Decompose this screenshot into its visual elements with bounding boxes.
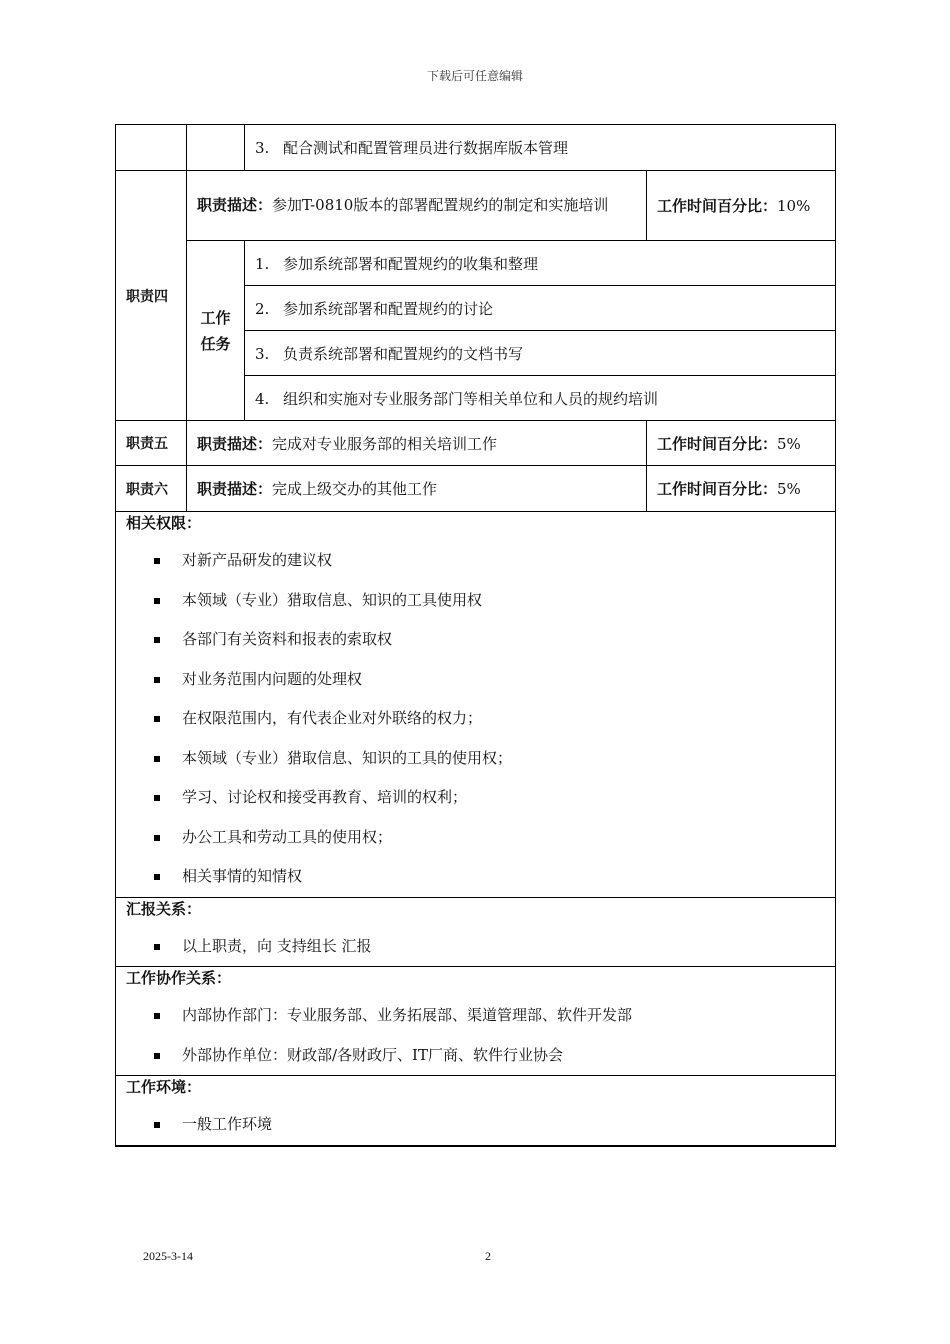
duty4-task-3 — [245, 331, 836, 376]
prev-duty-cell — [116, 125, 187, 171]
authority-cell — [116, 512, 836, 898]
task-number: 3. — [255, 344, 270, 363]
authority-list — [126, 541, 825, 897]
list-item: 学习、讨论权和接受再教育、培训的权利； — [126, 778, 825, 818]
duty5-row — [116, 421, 836, 466]
duty6-desc-cell — [187, 466, 647, 512]
duty5-name: 职责五 — [116, 421, 187, 466]
environment-list — [126, 1105, 825, 1145]
task-number: 4. — [255, 389, 270, 408]
tasks-head-line1: 工作 — [200, 308, 231, 327]
percent-label: 工作时间百分比： — [657, 480, 778, 498]
task-text: 参加系统部署和配置规约的收集和整理 — [283, 254, 539, 273]
authority-section — [116, 512, 836, 898]
percent-label: 工作时间百分比： — [657, 197, 778, 215]
duty4-desc-row — [116, 171, 836, 241]
task-number: 1. — [255, 254, 270, 273]
duty6-name: 职责六 — [116, 466, 187, 512]
duty4-task-4 — [245, 376, 836, 421]
duty4-task-row-1 — [116, 241, 836, 286]
environment-cell — [116, 1076, 836, 1146]
duty4-desc: 参加T-0810版本的部署配置规约的制定和实施培训 — [272, 196, 609, 214]
tasks-head-line2: 任务 — [200, 334, 231, 353]
cooperation-list — [126, 996, 825, 1075]
environment-title: 工作环境： — [126, 1078, 202, 1096]
duty6-percent-cell — [647, 466, 836, 512]
duty6-desc: 完成上级交办的其他工作 — [272, 480, 438, 498]
environment-section — [116, 1076, 836, 1146]
list-item: 外部协作单位：财政部/各财政厅、IT厂商、软件行业协会 — [126, 1036, 825, 1076]
prev-task-item — [245, 125, 836, 171]
desc-label: 职责描述： — [197, 434, 273, 453]
page-header: 下载后可任意编辑 — [426, 69, 523, 83]
list-item: 一般工作环境 — [126, 1105, 825, 1145]
duty4-task-1 — [245, 241, 836, 286]
page-number: 2 — [485, 1249, 491, 1263]
list-item: 办公工具和劳动工具的使用权； — [126, 818, 825, 858]
cooperation-section — [116, 967, 836, 1076]
list-item: 对新产品研发的建议权 — [126, 541, 825, 581]
cooperation-cell — [116, 967, 836, 1076]
prev-task-head-cell — [187, 125, 245, 171]
cooperation-title: 工作协作关系： — [126, 969, 232, 987]
task-number: 3. — [255, 139, 270, 157]
duty6-percent: 5% — [777, 480, 801, 498]
list-item: 内部协作部门：专业服务部、业务拓展部、渠道管理部、软件开发部 — [126, 996, 825, 1036]
task-text: 配合测试和配置管理员进行数据库版本管理 — [283, 139, 569, 157]
task-text: 组织和实施对专业服务部门等相关单位和人员的规约培训 — [283, 389, 659, 408]
task-text: 参加系统部署和配置规约的讨论 — [283, 299, 494, 318]
list-item: 本领域（专业）猎取信息、知识的工具的使用权； — [126, 739, 825, 779]
duty5-percent-cell — [647, 421, 836, 466]
duty4-percent-cell — [647, 171, 836, 241]
duty5-percent: 5% — [777, 434, 801, 453]
duty4-task-2 — [245, 286, 836, 331]
desc-label: 职责描述： — [197, 196, 273, 214]
task-number: 2. — [255, 299, 270, 318]
duty4-desc-cell — [187, 171, 647, 241]
reporting-title: 汇报关系： — [126, 899, 202, 918]
duty4-name: 职责四 — [116, 171, 187, 421]
list-item: 相关事情的知情权 — [126, 857, 825, 897]
reporting-list — [126, 927, 825, 967]
duty5-desc: 完成对专业服务部的相关培训工作 — [272, 434, 498, 453]
list-item: 各部门有关资料和报表的索取权 — [126, 620, 825, 660]
list-item: 以上职责，向 支持组长 汇报 — [126, 927, 825, 967]
list-item: 本领域（专业）猎取信息、知识的工具使用权 — [126, 581, 825, 621]
list-item: 对业务范围内问题的处理权 — [126, 660, 825, 700]
duty5-desc-cell — [187, 421, 647, 466]
reporting-section — [116, 897, 836, 967]
reporting-cell — [116, 897, 836, 967]
prev-task-row — [116, 125, 836, 171]
desc-label: 职责描述： — [197, 480, 273, 498]
list-item: 在权限范围内，有代表企业对外联络的权力； — [126, 699, 825, 739]
duty6-row — [116, 466, 836, 512]
tasks-head — [187, 241, 245, 421]
footer-date: 2025-3-14 — [143, 1249, 193, 1263]
job-description-table — [115, 124, 836, 1147]
task-text: 负责系统部署和配置规约的文档书写 — [283, 344, 524, 363]
authority-title: 相关权限： — [126, 514, 202, 532]
duty4-percent: 10% — [777, 197, 811, 215]
percent-label: 工作时间百分比： — [657, 434, 778, 453]
